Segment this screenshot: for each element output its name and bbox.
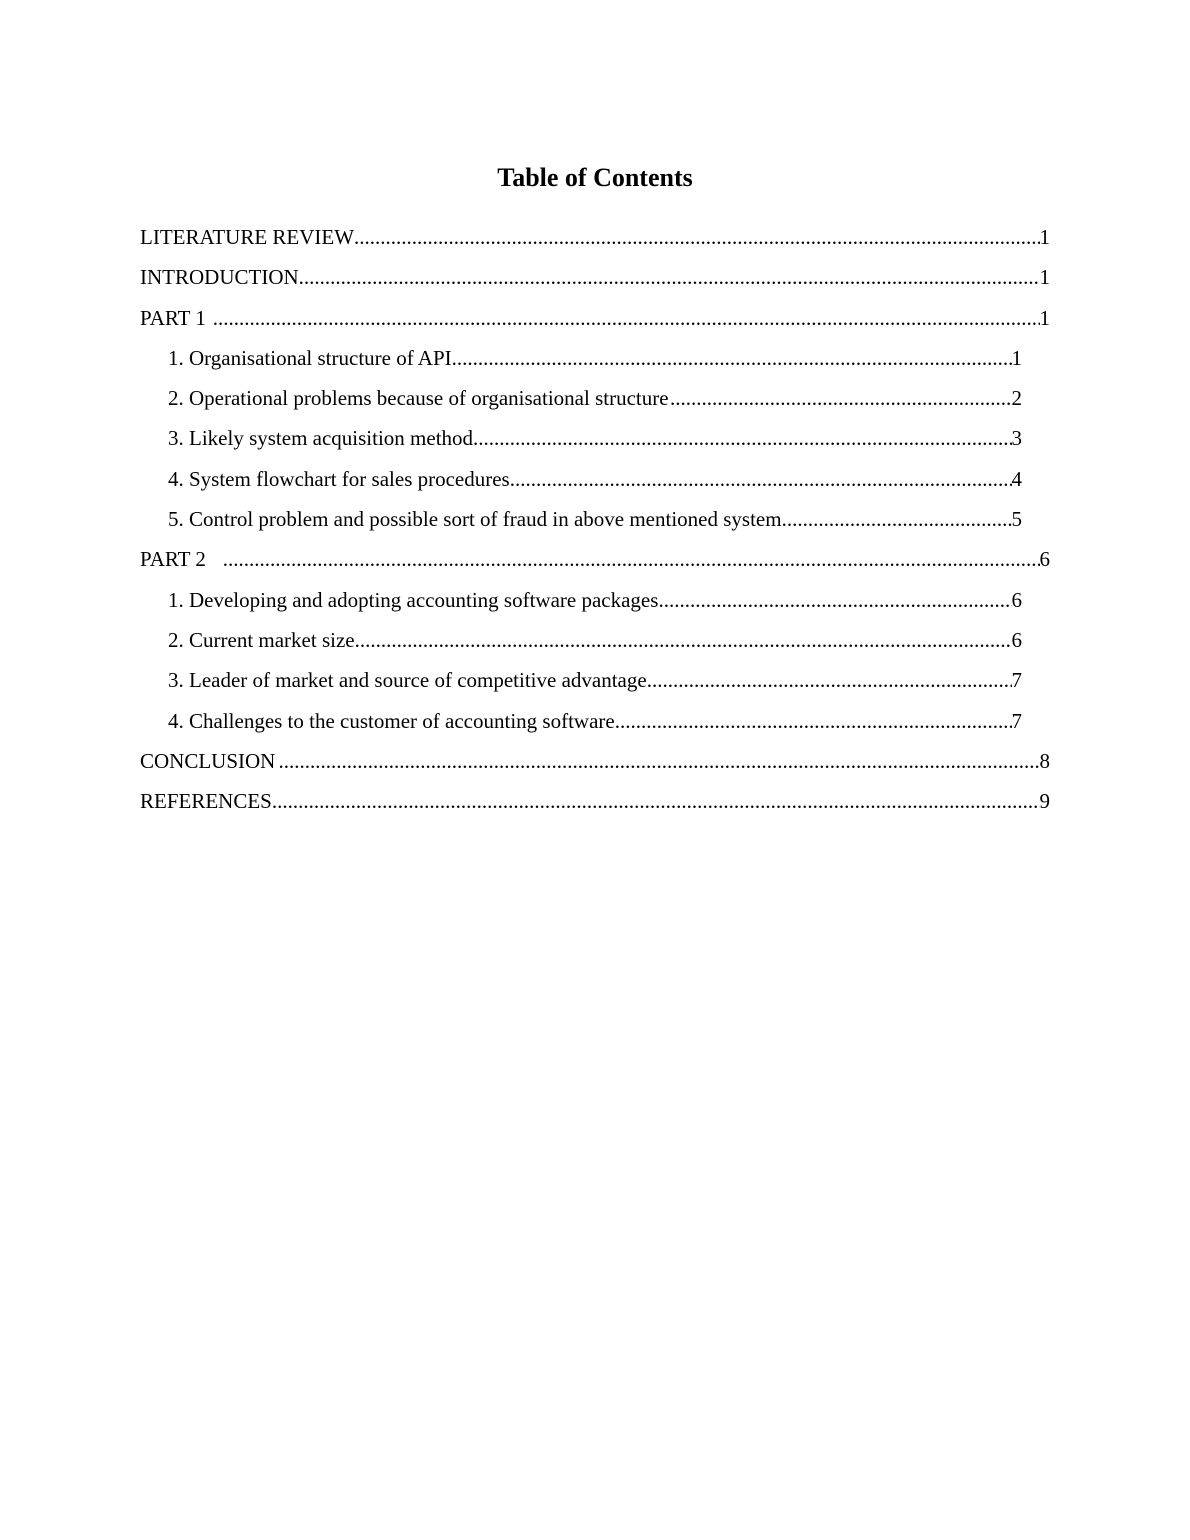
toc-dot-leader <box>782 499 1012 539</box>
toc-entry-page-number: 1 <box>1039 225 1050 249</box>
toc-entry-page-number: 1 <box>1039 305 1050 330</box>
toc-entry-page-number: 8 <box>1039 748 1050 773</box>
toc-entry-page-number: 4 <box>1011 466 1022 491</box>
toc-entry-page-number: 1 <box>1011 345 1022 370</box>
toc-entry-page-number: 7 <box>1011 708 1022 733</box>
toc-entry-system-flowchart[interactable] <box>140 459 1022 499</box>
toc-dot-leader <box>615 701 1012 741</box>
toc-dot-leader <box>272 781 1040 821</box>
toc-dot-leader <box>510 459 1012 499</box>
toc-dot-leader <box>452 338 1012 378</box>
toc-entry-page-number: 5 <box>1011 507 1022 532</box>
toc-entry-market-leader[interactable] <box>140 660 1022 700</box>
toc-dot-leader <box>299 257 1040 297</box>
toc-entry-label: PART 1 <box>140 305 206 330</box>
toc-dot-leader <box>355 620 1012 660</box>
toc-entry-label: 1. Organisational structure of API <box>168 345 452 370</box>
toc-entry-page-number: 9 <box>1039 789 1050 814</box>
toc-entry-current-market-size[interactable] <box>140 620 1022 660</box>
toc-entry-label: 2. Operational problems because of organisational structure <box>168 386 669 411</box>
toc-dot-leader <box>223 539 1040 579</box>
toc-entry-part-1[interactable] <box>140 298 1050 338</box>
toc-entry-references[interactable] <box>140 781 1050 821</box>
toc-entry-part-2[interactable] <box>140 539 1050 579</box>
toc-entry-organisational-structure[interactable] <box>140 338 1022 378</box>
toc-entry-page-number: 1 <box>1039 265 1050 290</box>
toc-entry-accounting-software-packages[interactable] <box>140 580 1022 620</box>
toc-dot-leader <box>354 217 1039 257</box>
toc-dot-leader <box>670 378 1012 418</box>
toc-entry-label: REFERENCES <box>140 789 272 814</box>
toc-dot-leader <box>279 741 1040 781</box>
toc-entry-label: 2. Current market size <box>168 627 355 652</box>
toc-entry-page-number: 6 <box>1039 547 1050 572</box>
toc-entry-label: 5. Control problem and possible sort of fraud in above mentioned system <box>168 507 782 532</box>
toc-entry-conclusion[interactable] <box>140 741 1050 781</box>
toc-entry-operational-problems[interactable] <box>140 378 1022 418</box>
toc-entry-label: 3. Likely system acquisition method <box>168 426 474 451</box>
toc-entry-introduction[interactable] <box>140 257 1050 297</box>
toc-title: Table of Contents <box>497 163 693 192</box>
toc-entry-page-number: 2 <box>1011 386 1022 411</box>
toc-entry-system-acquisition[interactable] <box>140 418 1022 458</box>
toc-entry-label: INTRODUCTION <box>140 265 299 290</box>
toc-dot-leader <box>213 298 1040 338</box>
toc-entry-label: LITERATURE REVIEW <box>140 225 355 249</box>
toc-entry-control-problem[interactable] <box>140 499 1022 539</box>
toc-entry-label: 1. Developing and adopting accounting software packages <box>168 587 659 612</box>
toc-entry-page-number: 6 <box>1011 627 1022 652</box>
toc-entry-label: 3. Leader of market and source of competitive advantage <box>168 668 647 693</box>
toc-entry-customer-challenges[interactable] <box>140 701 1022 741</box>
toc-entry-label: PART 2 <box>140 547 206 572</box>
toc-list <box>140 217 1050 821</box>
toc-entry-label: 4. Challenges to the customer of accounting software <box>168 708 615 733</box>
toc-entry-label: CONCLUSION <box>140 748 276 773</box>
toc-dot-leader <box>473 418 1011 458</box>
toc-entry-page-number: 3 <box>1011 426 1022 451</box>
toc-dot-leader <box>658 580 1011 620</box>
toc-entry-page-number: 7 <box>1011 668 1022 693</box>
toc-entry-label: 4. System flowchart for sales procedures <box>168 466 510 491</box>
toc-entry-page-number: 6 <box>1011 587 1022 612</box>
toc-dot-leader <box>647 660 1012 700</box>
toc-entry-literature-review[interactable] <box>140 217 1050 257</box>
